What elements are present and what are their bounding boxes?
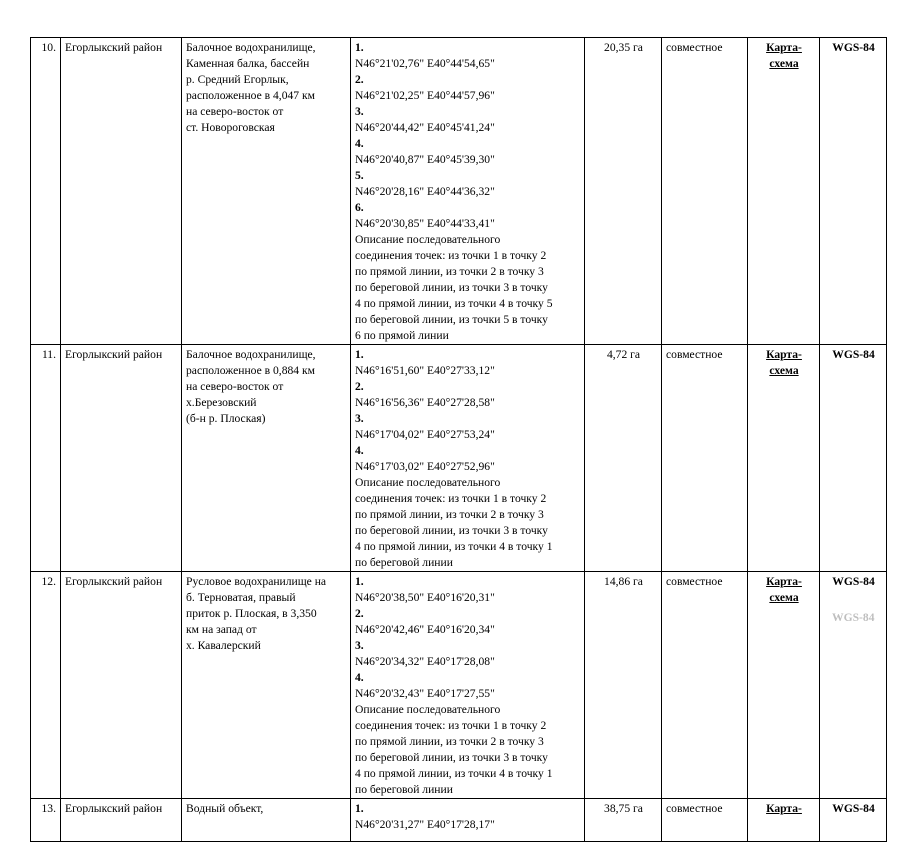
map-link-cell <box>748 572 820 799</box>
point-number: 1. <box>355 348 364 361</box>
point-number: 2. <box>355 380 364 393</box>
table-row <box>31 799 887 842</box>
connection-description-line: по береговой линии, из точки 5 в точку <box>355 313 548 326</box>
point-number: 1. <box>355 41 364 54</box>
coordinate-point <box>355 801 581 833</box>
location-line: на северо-восток от <box>186 380 284 393</box>
point-coordinates: N46°20'34,32" E40°17'28,08" <box>355 655 495 668</box>
connection-description-line: по береговой линии <box>355 556 453 569</box>
coordinate-point <box>355 72 581 104</box>
point-number: 3. <box>355 105 364 118</box>
ownership-value: совместное <box>666 41 723 54</box>
connection-description-line: соединения точек: из точки 1 в точку 2 <box>355 249 547 262</box>
point-coordinates: N46°20'30,85" E40°44'33,41" <box>355 217 495 230</box>
area-value: 14,86 га <box>604 575 643 588</box>
row-number-cell <box>31 38 61 345</box>
connection-description-line: по прямой линии, из точки 2 в точку 3 <box>355 735 544 748</box>
location-line: х. Кавалерский <box>186 639 261 652</box>
location-line: (б-н р. Плоская) <box>186 412 266 425</box>
point-number: 4. <box>355 444 364 457</box>
location-line: приток р. Плоская, в 3,350 <box>186 607 317 620</box>
district-cell <box>61 38 182 345</box>
ownership-value: совместное <box>666 575 723 588</box>
map-link-cell <box>748 345 820 572</box>
point-number: 4. <box>355 671 364 684</box>
connection-description-line: 4 по прямой линии, из точки 4 в точку 1 <box>355 540 553 553</box>
point-coordinates: N46°17'03,02" E40°27'52,96" <box>355 460 495 473</box>
coordinate-point <box>355 638 581 670</box>
row-number-cell <box>31 572 61 799</box>
area-value: 4,72 га <box>606 348 641 361</box>
coordinate-system: WGS-84 <box>832 575 875 588</box>
point-coordinates: N46°16'51,60" E40°27'33,12" <box>355 364 495 377</box>
coordinate-point <box>355 347 581 379</box>
location-line: Русловое водохранилище на <box>186 575 327 588</box>
coordinate-system: WGS-84 <box>832 802 875 815</box>
location-cell <box>182 572 351 799</box>
coordinates-cell <box>351 572 585 799</box>
point-coordinates: N46°21'02,76" E40°44'54,65" <box>355 57 495 70</box>
connection-description-line: соединения точек: из точки 1 в точку 2 <box>355 719 547 732</box>
map-link-text: схема <box>769 57 799 70</box>
connection-description-line: по береговой линии, из точки 3 в точку <box>355 524 548 537</box>
row-number: 13. <box>41 802 56 815</box>
table-row <box>31 38 887 345</box>
ownership-cell <box>662 345 748 572</box>
area-value: 38,75 га <box>604 802 643 815</box>
coordinate-point <box>355 379 581 411</box>
coordinate-point <box>355 136 581 168</box>
row-number: 10. <box>41 41 56 54</box>
connection-description-line: по прямой линии, из точки 2 в точку 3 <box>355 508 544 521</box>
map-scheme-link[interactable] <box>766 574 802 606</box>
table-row <box>31 572 887 799</box>
district-cell <box>61 572 182 799</box>
map-link-text: Карта- <box>766 802 802 815</box>
connection-description-line: Описание последовательного <box>355 233 501 246</box>
point-number: 2. <box>355 607 364 620</box>
point-coordinates: N46°20'40,87" E40°45'39,30" <box>355 153 495 166</box>
map-scheme-link[interactable] <box>766 801 802 817</box>
point-number: 3. <box>355 412 364 425</box>
connection-description-line: 4 по прямой линии, из точки 4 в точку 1 <box>355 767 553 780</box>
district-cell <box>61 345 182 572</box>
map-link-text: Карта- <box>766 41 802 54</box>
location-line: Балочное водохранилище, <box>186 348 316 361</box>
connection-description-line: по береговой линии, из точки 3 в точку <box>355 281 548 294</box>
location-line: Балочное водохранилище, <box>186 41 316 54</box>
point-number: 6. <box>355 201 364 214</box>
coordinate-system-cell <box>820 799 887 842</box>
row-number: 11. <box>41 348 56 361</box>
row-number-cell <box>31 799 61 842</box>
location-cell <box>182 345 351 572</box>
point-coordinates: N46°17'04,02" E40°27'53,24" <box>355 428 495 441</box>
connection-description-line: по прямой линии, из точки 2 в точку 3 <box>355 265 544 278</box>
district-name: Егорлыкский район <box>65 348 163 361</box>
district-cell <box>61 799 182 842</box>
ownership-cell <box>662 38 748 345</box>
location-line: расположенное в 4,047 км <box>186 89 315 102</box>
coordinate-point <box>355 670 581 702</box>
point-number: 1. <box>355 575 364 588</box>
coordinate-point <box>355 411 581 443</box>
connection-description-line: 4 по прямой линии, из точки 4 в точку 5 <box>355 297 553 310</box>
coordinates-cell <box>351 799 585 842</box>
map-scheme-link[interactable] <box>766 347 802 379</box>
coordinate-point <box>355 200 581 232</box>
location-line: Водный объект, <box>186 802 264 815</box>
row-number-cell <box>31 345 61 572</box>
table-body <box>31 38 887 842</box>
map-link-text: Карта- <box>766 348 802 361</box>
coordinate-point <box>355 40 581 72</box>
point-number: 4. <box>355 137 364 150</box>
point-number: 1. <box>355 802 364 815</box>
row-number: 12. <box>41 575 56 588</box>
connection-description-line: Описание последовательного <box>355 476 501 489</box>
table-row <box>31 345 887 572</box>
ownership-value: совместное <box>666 348 723 361</box>
point-coordinates: N46°20'28,16" E40°44'36,32" <box>355 185 495 198</box>
coordinate-point <box>355 606 581 638</box>
coordinate-point <box>355 443 581 475</box>
map-link-cell <box>748 38 820 345</box>
ownership-value: совместное <box>666 802 723 815</box>
location-line: расположенное в 0,884 км <box>186 364 315 377</box>
location-line: х.Березовский <box>186 396 257 409</box>
point-coordinates: N46°20'31,27" E40°17'28,17" <box>355 818 495 831</box>
point-coordinates: N46°20'32,43" E40°17'27,55" <box>355 687 495 700</box>
area-cell <box>585 572 662 799</box>
connection-description-line: по береговой линии, из точки 3 в точку <box>355 751 548 764</box>
watermark-text: WGS-84 <box>832 611 875 624</box>
point-number: 2. <box>355 73 364 86</box>
location-line: б. Терноватая, правый <box>186 591 296 604</box>
map-link-cell <box>748 799 820 842</box>
district-name: Егорлыкский район <box>65 802 163 815</box>
area-cell <box>585 38 662 345</box>
coordinate-system-cell <box>820 572 887 799</box>
location-line: р. Средний Егорлык, <box>186 73 289 86</box>
location-line: ст. Новороговская <box>186 121 275 134</box>
coordinates-cell <box>351 345 585 572</box>
location-line: км на запад от <box>186 623 257 636</box>
coordinate-point <box>355 574 581 606</box>
ownership-cell <box>662 799 748 842</box>
connection-description-line: Описание последовательного <box>355 703 501 716</box>
map-link-text: схема <box>769 591 799 604</box>
coordinates-cell <box>351 38 585 345</box>
point-coordinates: N46°16'56,36" E40°27'28,58" <box>355 396 495 409</box>
coordinate-system-cell <box>820 38 887 345</box>
map-link-text: схема <box>769 364 799 377</box>
water-objects-table <box>30 37 887 842</box>
location-line: Каменная балка, бассейн <box>186 57 310 70</box>
point-number: 5. <box>355 169 364 182</box>
connection-description-line: 6 по прямой линии <box>355 329 449 342</box>
point-coordinates: N46°20'44,42" E40°45'41,24" <box>355 121 495 134</box>
map-scheme-link[interactable] <box>766 40 802 72</box>
point-coordinates: N46°20'42,46" E40°16'20,34" <box>355 623 495 636</box>
location-cell <box>182 38 351 345</box>
area-cell <box>585 345 662 572</box>
coordinate-point <box>355 104 581 136</box>
ownership-cell <box>662 572 748 799</box>
coordinate-system: WGS-84 <box>832 41 875 54</box>
point-coordinates: N46°20'38,50" E40°16'20,31" <box>355 591 495 604</box>
area-cell <box>585 799 662 842</box>
district-name: Егорлыкский район <box>65 575 163 588</box>
connection-description-line: соединения точек: из точки 1 в точку 2 <box>355 492 547 505</box>
district-name: Егорлыкский район <box>65 41 163 54</box>
coordinate-point <box>355 168 581 200</box>
coordinate-system-cell <box>820 345 887 572</box>
location-line: на северо-восток от <box>186 105 284 118</box>
map-link-text: Карта- <box>766 575 802 588</box>
coordinate-system: WGS-84 <box>832 348 875 361</box>
point-coordinates: N46°21'02,25" E40°44'57,96" <box>355 89 495 102</box>
connection-description-line: по береговой линии <box>355 783 453 796</box>
area-value: 20,35 га <box>604 41 643 54</box>
point-number: 3. <box>355 639 364 652</box>
location-cell <box>182 799 351 842</box>
